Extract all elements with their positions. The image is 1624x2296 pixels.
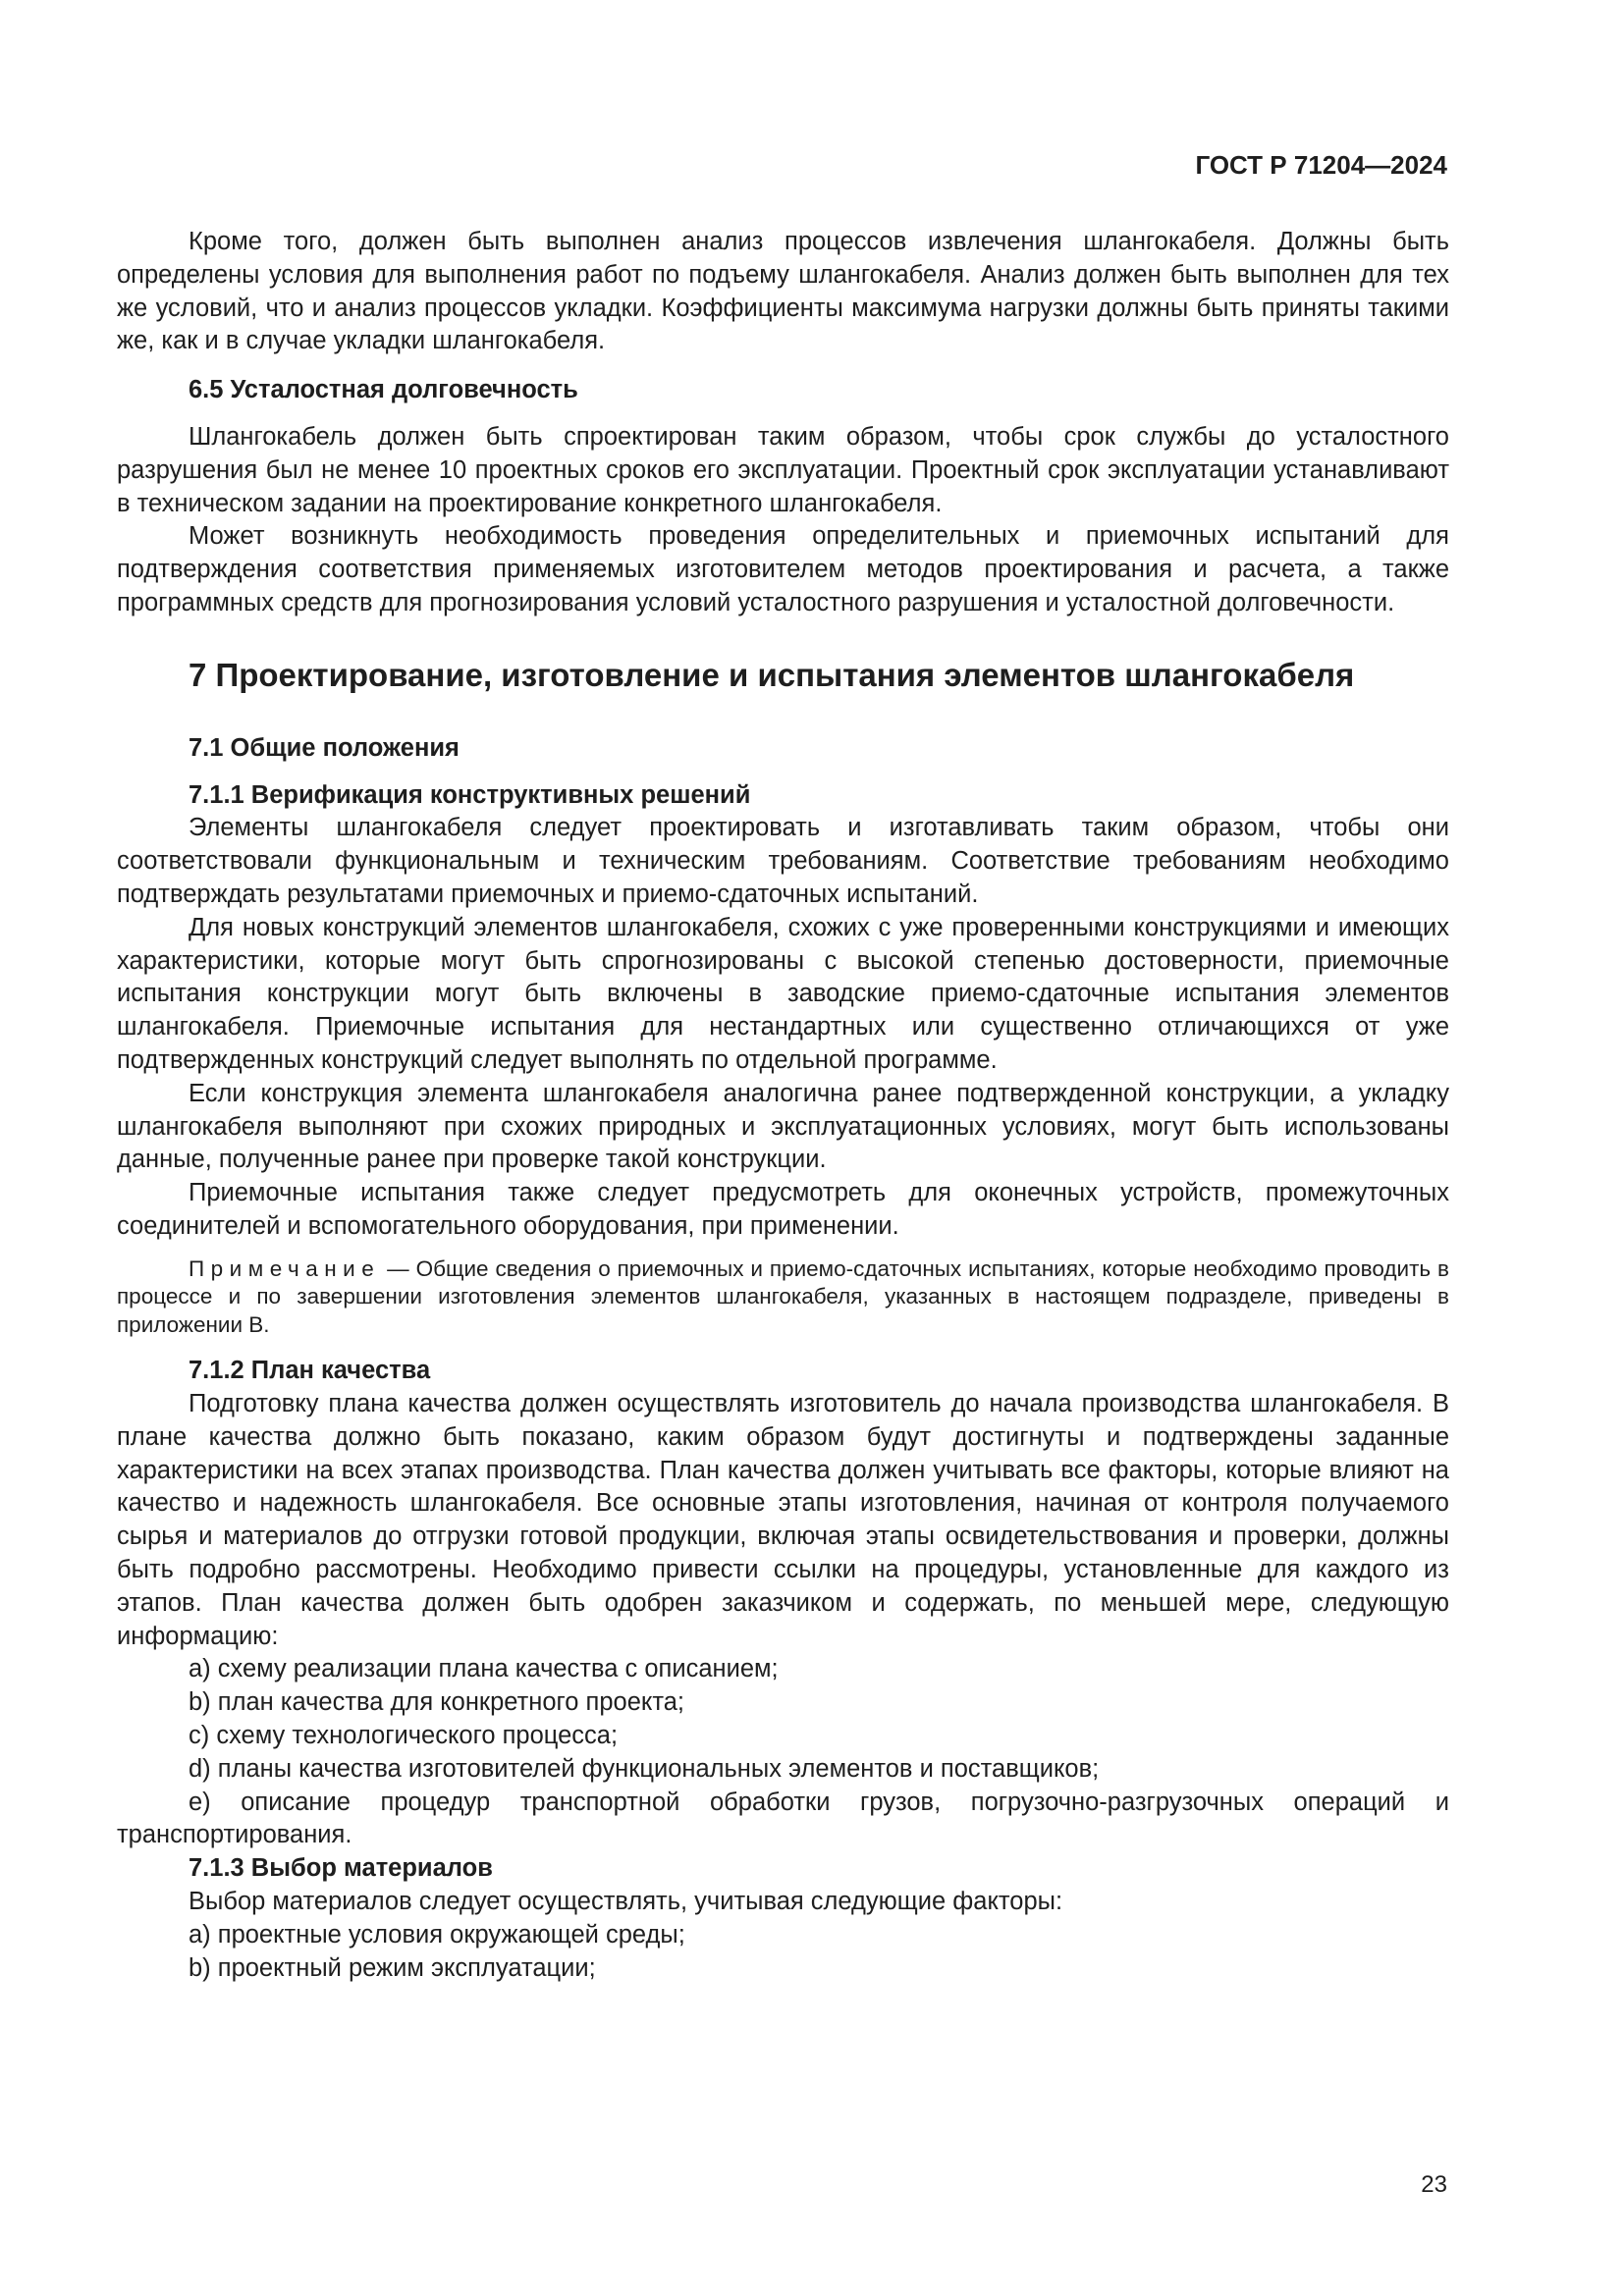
page-content (117, 226, 1449, 1985)
section-7-1-2-paragraph: Подготовку плана качества должен осуществлять изготовитель до начала производства шлангокабеля. В плане качества должно быть показано, каким образом будут достигнуты и подтверждены заданные характеристики на всех этапах производства. План качества должен учитывать все факторы, которые влияют на качество и надежность шлангокабеля. Все основные этапы изготовления, начиная от контроля получаемого сырья и материалов до отгрузки готовой продукции, включая этапы освидетельствования и проверки, должны быть подробно рассмотрены. Необходимо привести ссылки на процедуры, установленные для каждого из этапов. План качества должен быть одобрен заказчиком и содержать, по меньшей мере, следующую информацию: (117, 1390, 1449, 1650)
list-item: d) планы качества изготовителей функциональных элементов и поставщиков; (189, 1754, 1100, 1783)
list-item: a) схему реализации плана качества с описанием; (189, 1655, 779, 1683)
section-6-5-paragraph-1: Шлангокабель должен быть спроектирован таким образом, чтобы срок службы до усталостного разрушения был не менее 10 проектных сроков его эксплуатации. Проектный срок эксплуатации устанавливают в техническом задании на проектирование конкретного шлангокабеля. (117, 422, 1449, 517)
section-7-1-3-title: 7.1.3 Выбор материалов (189, 1854, 493, 1883)
list-item: e) описание процедур транспортной обработки грузов, погрузочно-разгрузочных операций и транспортирования. (117, 1788, 1449, 1849)
list-item: b) проектный режим эксплуатации; (189, 1953, 596, 1982)
section-7-title: 7 Проектирование, изготовление и испытания элементов шлангокабеля (189, 656, 1355, 693)
section-6-5-title: 6.5 Усталостная долговечность (189, 376, 578, 404)
quality-plan-list (117, 1653, 1449, 1852)
section-7-1-1-paragraph-1: Элементы шлангокабеля следует проектировать и изготавливать таким образом, чтобы они соответствовали функциональным и техническим требованиям. Соответствие требованиям необходимо подтверждать результатами приемочных и приемо-сдаточных испытаний. (117, 814, 1449, 908)
intro-paragraph: Кроме того, должен быть выполнен анализ процессов извлечения шлангокабеля. Должны быть определены условия для выполнения работ по подъему шлангокабеля. Анализ должен быть выполнен для тех же условий, что и анализ процессов укладки. Коэффициенты максимума нагрузки должны быть приняты такими же, как и в случае укладки шлангокабеля. (117, 228, 1449, 355)
note-text: Общие сведения о приемочных и приемо-сдаточных испытаниях, которые необходимо проводить в процессе и по завершении изготовления элементов шлангокабеля, указанных в настоящем подразделе, приведены в приложении В. (117, 1255, 1449, 1337)
note (117, 1255, 1449, 1340)
section-7-1-1-paragraph-3: Если конструкция элемента шлангокабеля аналогична ранее подтвержденной конструкции, а укладку шлангокабеля выполняют при схожих природных и эксплуатационных условиях, могут быть использованы данные, полученные ранее при проверке такой конструкции. (117, 1079, 1449, 1174)
materials-factors-list (117, 1919, 1449, 1986)
section-7-1-title: 7.1 Общие положения (189, 733, 460, 762)
document-id: ГОСТ Р 71204—2024 (1195, 150, 1447, 180)
list-item: b) план качества для конкретного проекта; (189, 1688, 684, 1717)
section-7-1-3-paragraph: Выбор материалов следует осуществлять, учитывая следующие факторы: (189, 1887, 1063, 1915)
page-number: 23 (1421, 2171, 1447, 2198)
note-label: Примечание (189, 1255, 381, 1281)
section-6-5-paragraph-2: Может возникнуть необходимость проведения определительных и приемочных испытаний для подтверждения соответствия применяемых изготовителем методов проектирования и расчета, а также программных средств для прогнозирования условий усталостного разрушения и усталостной долговечности. (117, 522, 1449, 616)
list-item: a) проектные условия окружающей среды; (189, 1920, 685, 1949)
section-7-1-2-title: 7.1.2 План качества (189, 1357, 431, 1385)
list-item: c) схему технологического процесса; (189, 1721, 619, 1749)
section-7-1-1-paragraph-4: Приемочные испытания также следует предусмотреть для оконечных устройств, промежуточных соединителей и вспомогательного оборудования, при применении. (117, 1179, 1449, 1240)
section-7-1-1-title: 7.1.1 Верификация конструктивных решений (189, 780, 751, 809)
section-7-1-1-paragraph-2: Для новых конструкций элементов шлангокабеля, схожих с уже проверенными конструкциями и имеющих характеристики, которые могут быть спрогнозированы с высокой степенью достоверности, приемочные испытания конструкции могут быть включены в заводские приемо-сдаточные испытания элементов шлангокабеля. Приемочные испытания для нестандартных или существенно отличающихся от уже подтвержденных конструкций следует выполнять по отдельной программе. (117, 913, 1449, 1074)
note-separator: — (380, 1255, 416, 1281)
